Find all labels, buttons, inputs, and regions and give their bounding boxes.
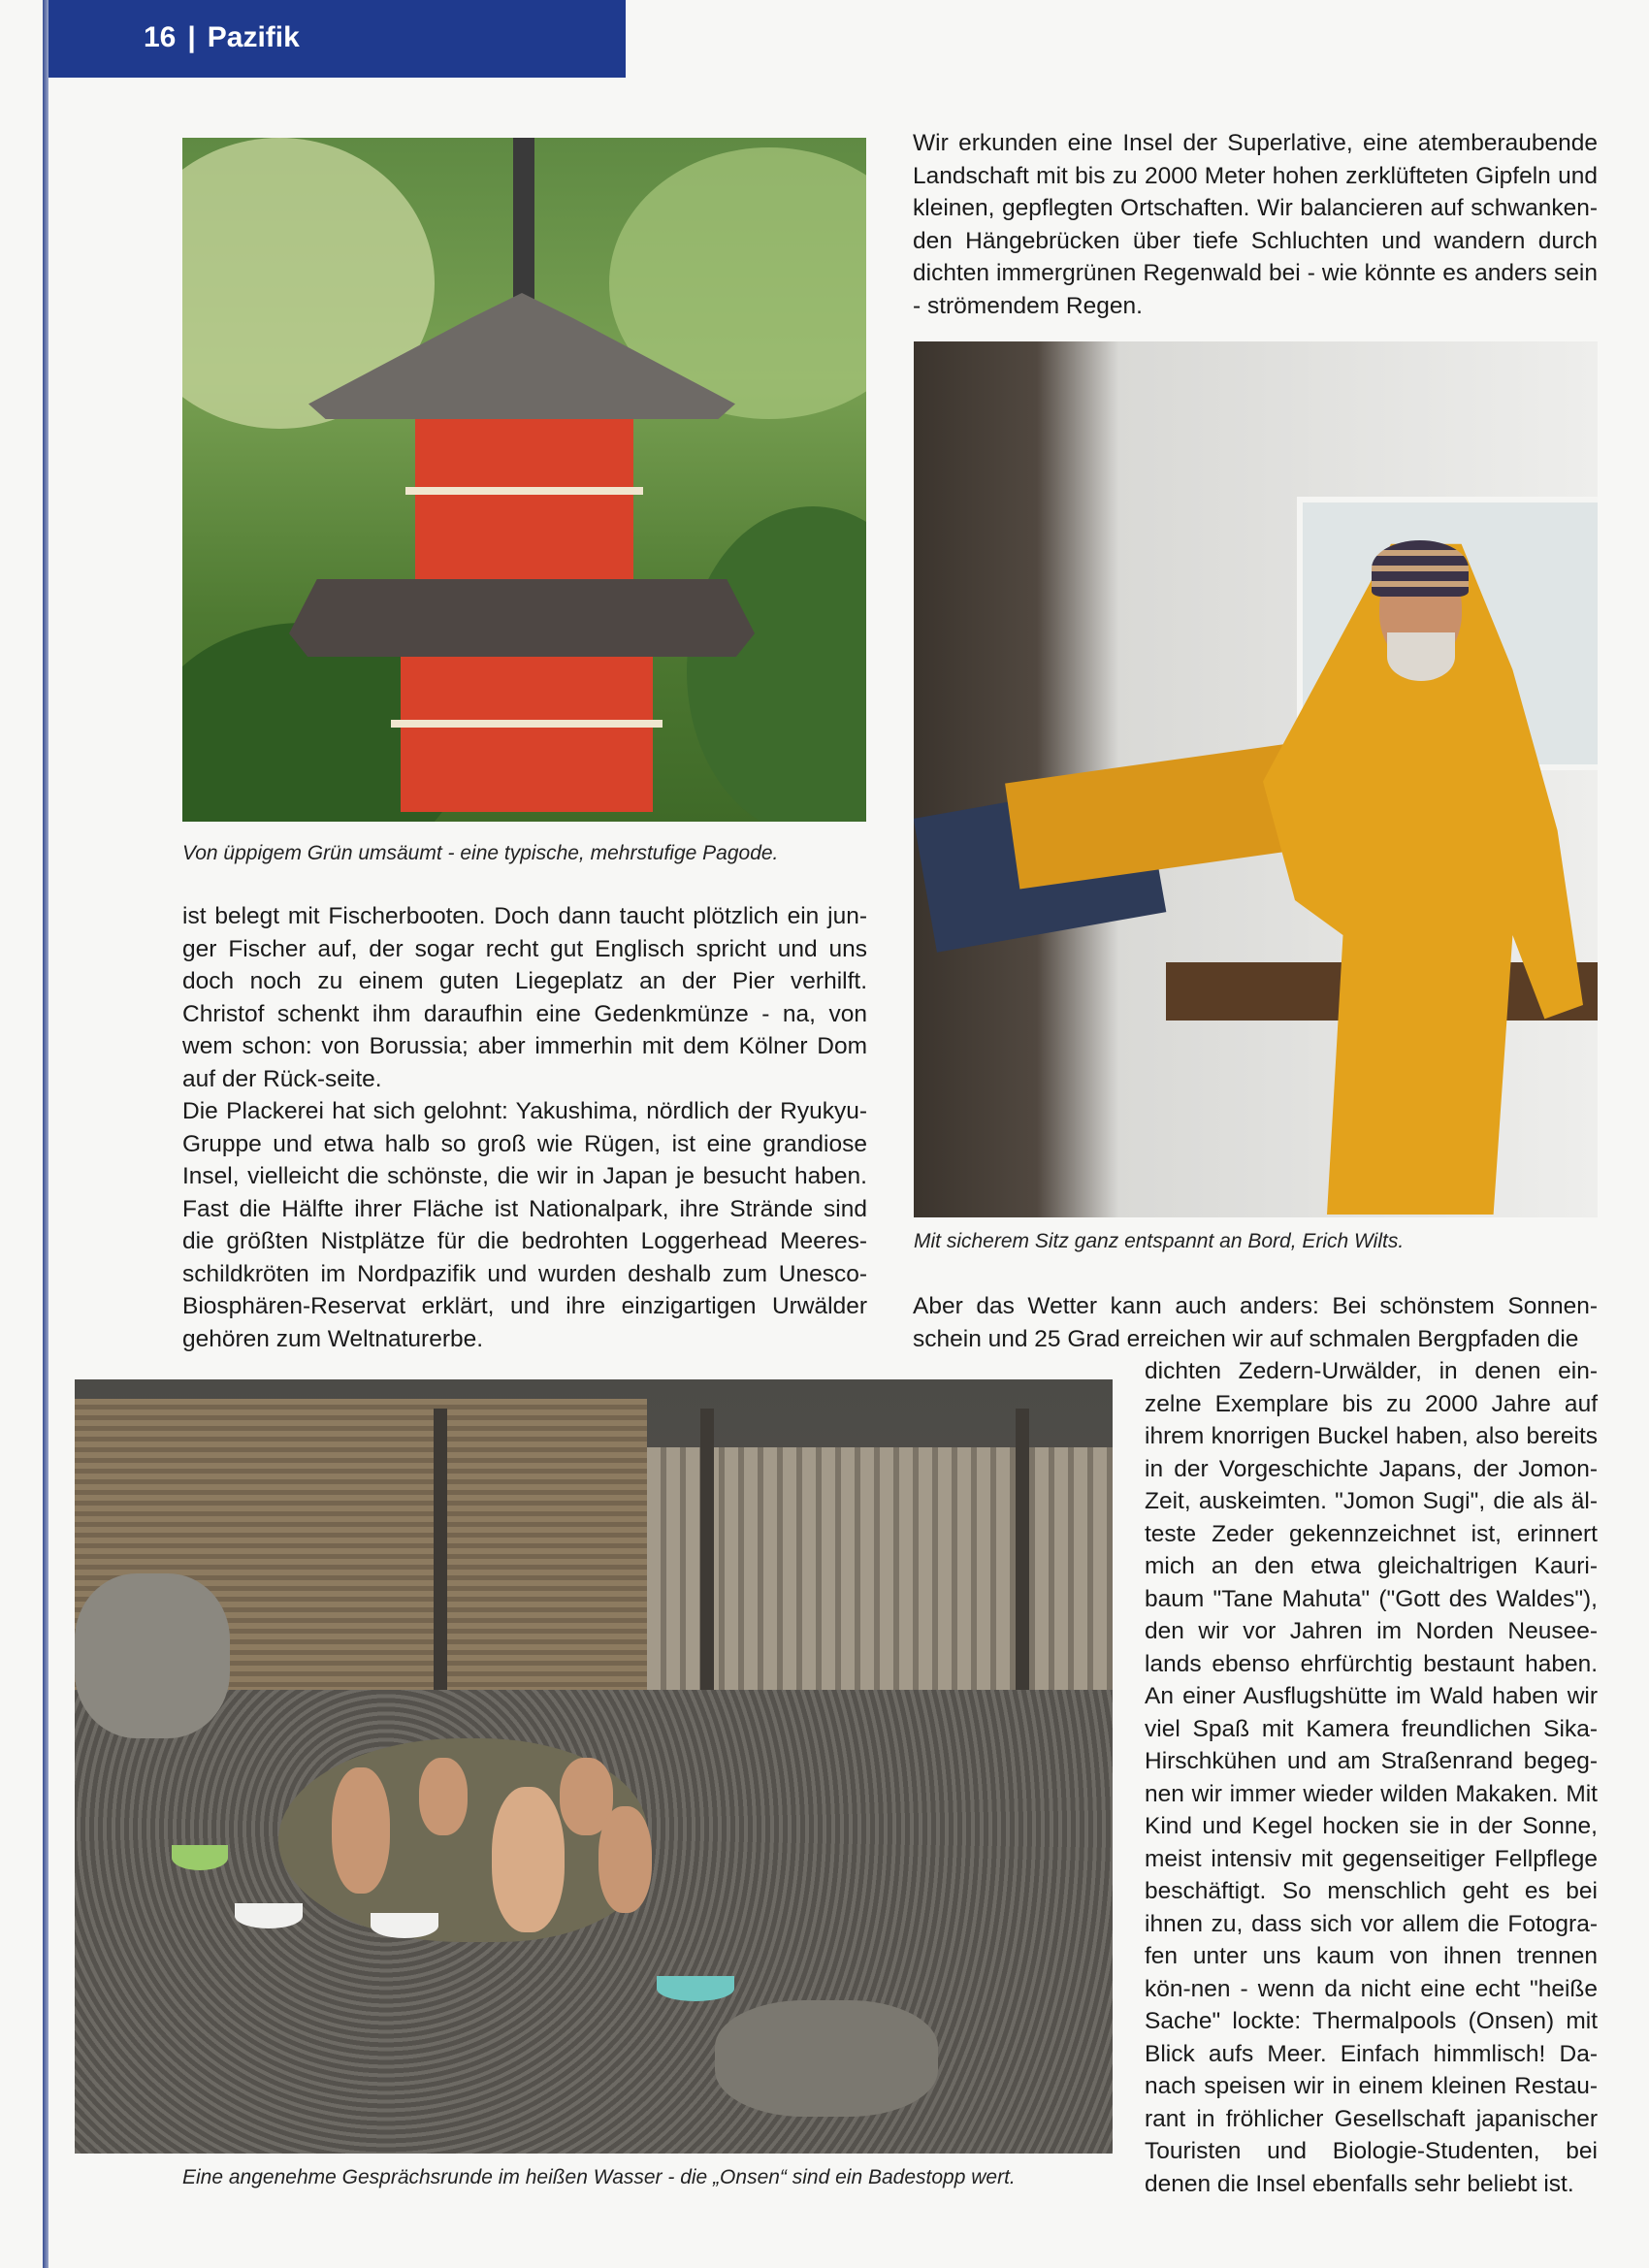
- bather: [492, 1787, 565, 1932]
- wash-basin: [657, 1976, 734, 2001]
- binding-spine: [43, 0, 48, 2268]
- pagoda-photo: [182, 138, 866, 822]
- pagoda-caption: Von üppigem Grün umsäumt - eine typische, mehrstufige Pagode.: [182, 842, 779, 864]
- article-right-wide: [913, 1290, 1598, 1355]
- bather: [419, 1758, 468, 1835]
- header-separator: |: [187, 21, 196, 53]
- header-label: [144, 21, 300, 54]
- article-right-narrow: [1145, 1355, 1598, 2200]
- section-title: Pazifik: [207, 21, 300, 53]
- pagoda-railing: [391, 720, 663, 728]
- bather: [598, 1806, 652, 1913]
- onsen-caption: Eine angenehme Gesprächsrunde im heißen Wasser - die „Onsen“ sind ein Badestopp wert.: [182, 2166, 1016, 2188]
- wash-basin: [371, 1913, 438, 1938]
- article-intro: [913, 127, 1598, 322]
- fence-post: [434, 1409, 447, 1700]
- sailor-beard: [1387, 632, 1455, 681]
- sailor-photo: [914, 341, 1598, 1217]
- bather: [332, 1767, 390, 1894]
- wash-basin: [235, 1903, 303, 1928]
- wool-hat: [1372, 540, 1469, 597]
- pagoda-tier-upper: [415, 419, 633, 584]
- rock: [75, 1573, 230, 1738]
- body-paragraph: ist belegt mit Fischerbooten. Doch dann taucht plötzlich ein jun-ger Fischer auf, der sogar recht gut Englisch spricht und uns doch noch zu einem guten Liegeplatz an der Pier verhilft. Christof schenkt ihm daraufhin eine Gedenkmünze - na, von wem schon: von Borussia; aber immerhin mit dem Kölner Dom auf der Rück-seite.: [182, 903, 867, 1092]
- fence-post: [700, 1409, 714, 1700]
- sailor-caption: Mit sicherem Sitz ganz entspannt an Bord, Erich Wilts.: [914, 1230, 1405, 1252]
- rock: [715, 2000, 938, 2117]
- wooden-fence: [647, 1447, 1113, 1690]
- pagoda-tier-lower: [401, 657, 653, 812]
- onsen-photo: [75, 1379, 1113, 2154]
- pagoda-railing: [405, 487, 643, 495]
- intro-paragraph: Wir erkunden eine Insel der Superlative, eine atemberaubende Landschaft mit bis zu 2000 Meter hohen zerklüfteten Gipfeln und kleinen, gepflegten Ortschaften. Wir balancieren auf schwanken-den Hängebrücken über tiefe Schluchten und wandern durch dichten immergrünen Regenwald bei - wie könnte es anders sein - strömendem Regen.: [913, 130, 1598, 319]
- pagoda-spire: [513, 138, 534, 303]
- body-paragraph: Aber das Wetter kann auch anders: Bei schönstem Sonnen-schein und 25 Grad erreichen wir auf schmalen Bergpfaden die: [913, 1293, 1598, 1352]
- body-paragraph: dichten Zedern-Urwälder, in denen ein-zelne Exemplare bis zu 2000 Jahre auf ihrem knorrigen Buckel haben, also bereits in der Vorgeschichte Japans, der Jomon-Zeit, auskeimten. "Jomon Sugi", die als äl-teste Zeder gekennzeichnet ist, erinnert mich an den etwa gleichaltrigen Kauri-baum "Tane Mahuta" ("Gott des Waldes"), den wir vor Jahren im Norden Neusee-lands ebenso ehrfürchtig bestaunt haben. An einer Ausflugshütte im Wald haben wir viel Spaß mit Kamera freundlichen Sika-Hirschkühen und am Straßenrand begeg-nen wir immer wieder wilden Makaken. Mit Kind und Kegel hocken sie in der Sonne, meist intensiv mit gegenseitiger Fellpflege beschäftigt. So menschlich geht es bei ihnen zu, dass sich vor allem die Fotogra-fen unter uns kaum von ihnen trennen kön-nen - wenn da nicht eine echt "heiße Sache" lockte: Thermalpools (Onsen) mit Blick aufs Meer. Einfach himmlisch! Da-nach speisen wir in einem kleinen Restau-rant in fröhlicher Gesellschaft japanischer Touristen und Biologie-Studenten, bei denen die Insel ebenfalls sehr beliebt ist.: [1145, 1358, 1598, 2197]
- page-header: [48, 0, 626, 78]
- article-left-column: [182, 900, 867, 1355]
- page-number: 16: [144, 21, 177, 53]
- body-paragraph: Die Plackerei hat sich gelohnt: Yakushima, nördlich der Ryukyu-Gruppe und etwa halb so groß wie Rügen, ist eine grandiose Insel, vielleicht die schönste, die wir in Japan je besucht haben. Fast die Hälfte ihrer Fläche ist Nationalpark, ihre Strände sind die größten Nistplätze für die bedrohten Loggerhead Meeres-schildkröten im Nordpazifik und wurden deshalb zum Unesco-Biosphären-Reservat erklärt, und ihre einzigartigen Urwälder gehören zum Weltnaturerbe.: [182, 1098, 867, 1352]
- wash-basin: [172, 1845, 228, 1870]
- fence-post: [1016, 1409, 1029, 1700]
- foliage: [687, 506, 866, 822]
- pagoda-roof-lower: [289, 579, 755, 657]
